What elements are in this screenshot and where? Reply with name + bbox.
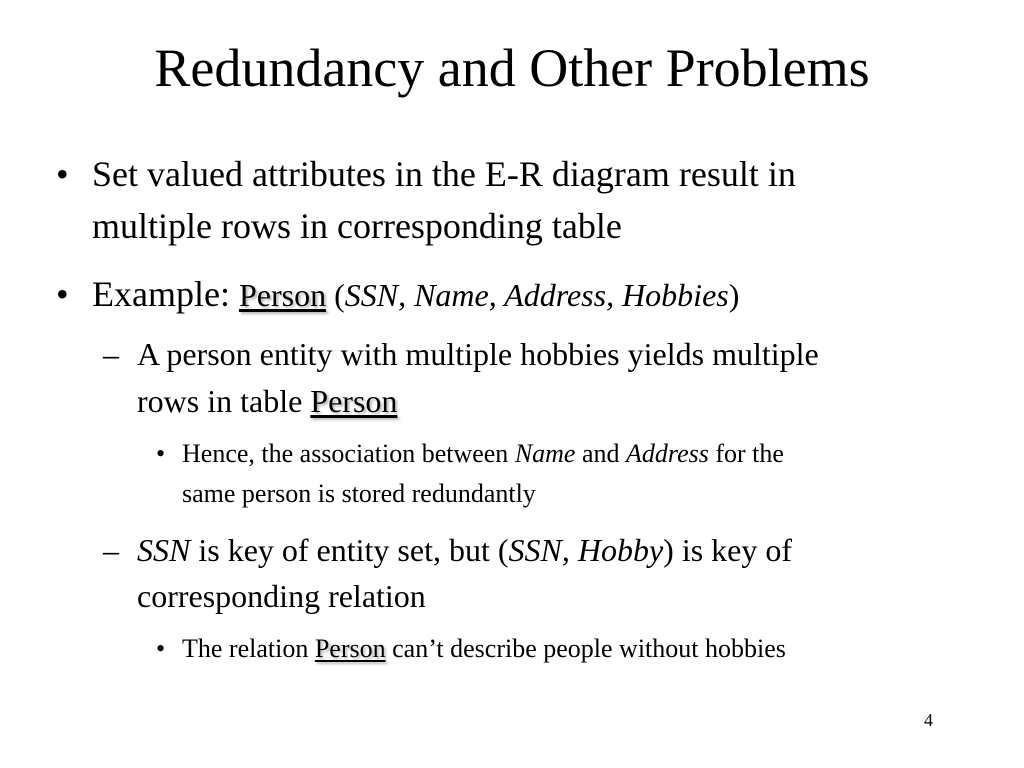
sub-sub-bullet-1-line-2: same person is stored redundantly	[182, 479, 536, 508]
text-span: can’t describe people without hobbies	[385, 634, 786, 663]
attribute-address: Address	[626, 439, 709, 468]
text-span: Hence, the association between	[182, 439, 515, 468]
text-span: and	[575, 439, 627, 468]
text-span: The relation	[182, 634, 315, 663]
text-span: is key of entity set, but (	[190, 532, 509, 568]
page-number: 4	[924, 710, 933, 730]
relation-name: Person	[238, 277, 327, 313]
slide-title: Redundancy and Other Problems	[154, 38, 870, 98]
paren-open: (	[326, 277, 345, 313]
sub-bullet-1-line-2	[137, 381, 397, 421]
sub-bullet-marker: –	[103, 532, 119, 568]
paren-close: )	[728, 277, 740, 313]
sub-sub-bullet-1-line-1	[182, 437, 784, 471]
relation-name: Person	[314, 634, 386, 663]
sub-sub-bullet-marker: •	[156, 634, 166, 663]
sub-bullet-1-text: rows in table	[137, 383, 311, 419]
sub-sub-bullet-marker: •	[156, 439, 166, 468]
bullet-2-line	[92, 272, 739, 317]
attribute-pair: SSN, Hobby	[508, 532, 664, 568]
bullet-marker: •	[56, 274, 69, 314]
sub-bullet-2-line-1	[137, 530, 792, 570]
text-span: ) is key of	[663, 532, 793, 568]
text-span: for the	[708, 439, 784, 468]
attribute-list: SSN, Name, Address, Hobbies	[344, 277, 729, 313]
sub-sub-bullet-2-line-1	[182, 632, 786, 666]
attribute-name: Name	[514, 439, 576, 468]
sub-bullet-2-line-2: corresponding relation	[137, 578, 426, 614]
sub-bullet-1-line-1: A person entity with multiple hobbies yields multiple	[137, 336, 819, 372]
bullet-1-line-2: multiple rows in corresponding table	[92, 206, 622, 246]
example-label: Example:	[92, 274, 239, 314]
bullet-marker: •	[56, 154, 69, 194]
bullet-1-line-1: Set valued attributes in the E-R diagram result in	[92, 154, 796, 194]
attribute-ssn: SSN	[137, 532, 191, 568]
relation-name: Person	[310, 383, 398, 419]
sub-bullet-marker: –	[103, 336, 119, 372]
